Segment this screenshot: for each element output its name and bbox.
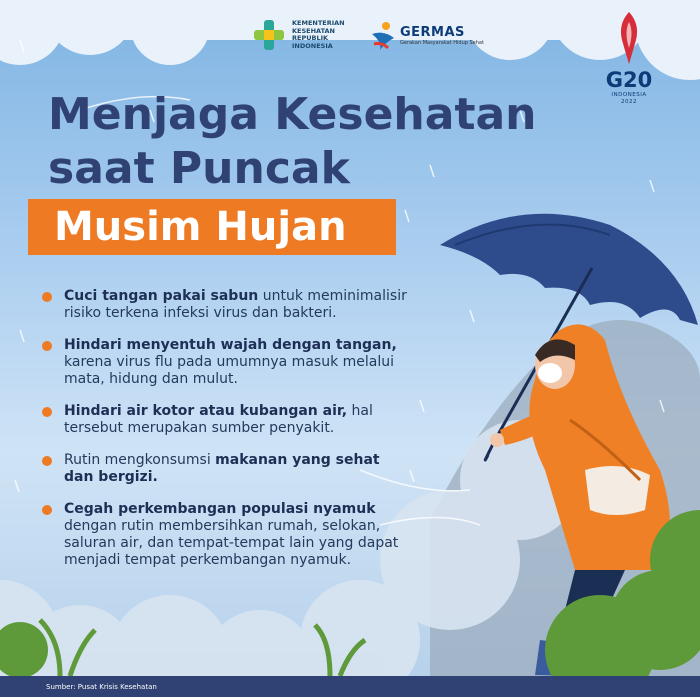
tip-item (42, 288, 412, 322)
bullet-dot-icon (42, 292, 52, 302)
tip-item (42, 337, 412, 388)
germas-name: GERMAS (400, 24, 465, 40)
germas-sub: Gerakan Masyarakat Hidup Sehat (400, 39, 484, 46)
tip-bold: Cegah perkembangan populasi nyamuk (64, 501, 376, 517)
bullet-dot-icon (42, 407, 52, 417)
kemenkes-text: KEMENTERIAN KESEHATAN REPUBLIK INDONESIA (292, 19, 345, 50)
tip-pre-text: Rutin mengkonsumsi (64, 452, 216, 468)
bullet-dot-icon (42, 505, 52, 515)
g20-sub: INDONESIA 2022 (611, 92, 647, 105)
tip-text: untuk meminimalisir risiko terkena infeksi virus dan bakteri. (64, 288, 407, 321)
tip-bold: Cuci tangan pakai sabun (64, 288, 259, 304)
g20-emblem-icon (614, 10, 644, 66)
g20-logo (603, 10, 655, 106)
germas-logo (370, 20, 484, 50)
tip-bold: Hindari menyentuh wajah dengan tangan, (64, 337, 397, 353)
logo-bar (252, 18, 484, 52)
tip-text: karena virus flu pada umumnya masuk melalui mata, hidung dan mulut. (64, 354, 394, 387)
tip-item (42, 501, 412, 569)
tips-list (42, 288, 412, 584)
title-line-2: saat Puncak (48, 143, 350, 194)
bullet-dot-icon (42, 341, 52, 351)
tip-text: hal tersebut merupakan sumber penyakit. (64, 403, 373, 436)
germas-figure-icon (370, 20, 396, 50)
tip-bold: makanan yang sehat dan bergizi. (64, 452, 380, 485)
tip-item (42, 452, 412, 486)
title-highlight: Musim Hujan (54, 204, 347, 250)
title-line-1: Menjaga Kesehatan (48, 89, 537, 140)
tip-text: dengan rutin membersihkan rumah, selokan, saluran air, dan tempat-tempat lain yang dapat menjadi tempat perkembangan nyamuk. (64, 518, 399, 568)
kemenkes-cross-icon (252, 18, 286, 52)
tip-item (42, 403, 412, 437)
tip-bold: Hindari air kotor atau kubangan air, (64, 403, 348, 419)
g20-name: G20 (605, 68, 653, 92)
kemenkes-logo (252, 18, 350, 52)
bullet-dot-icon (42, 456, 52, 466)
source-credit: Sumber: Pusat Krisis Kesehatan (46, 683, 157, 691)
